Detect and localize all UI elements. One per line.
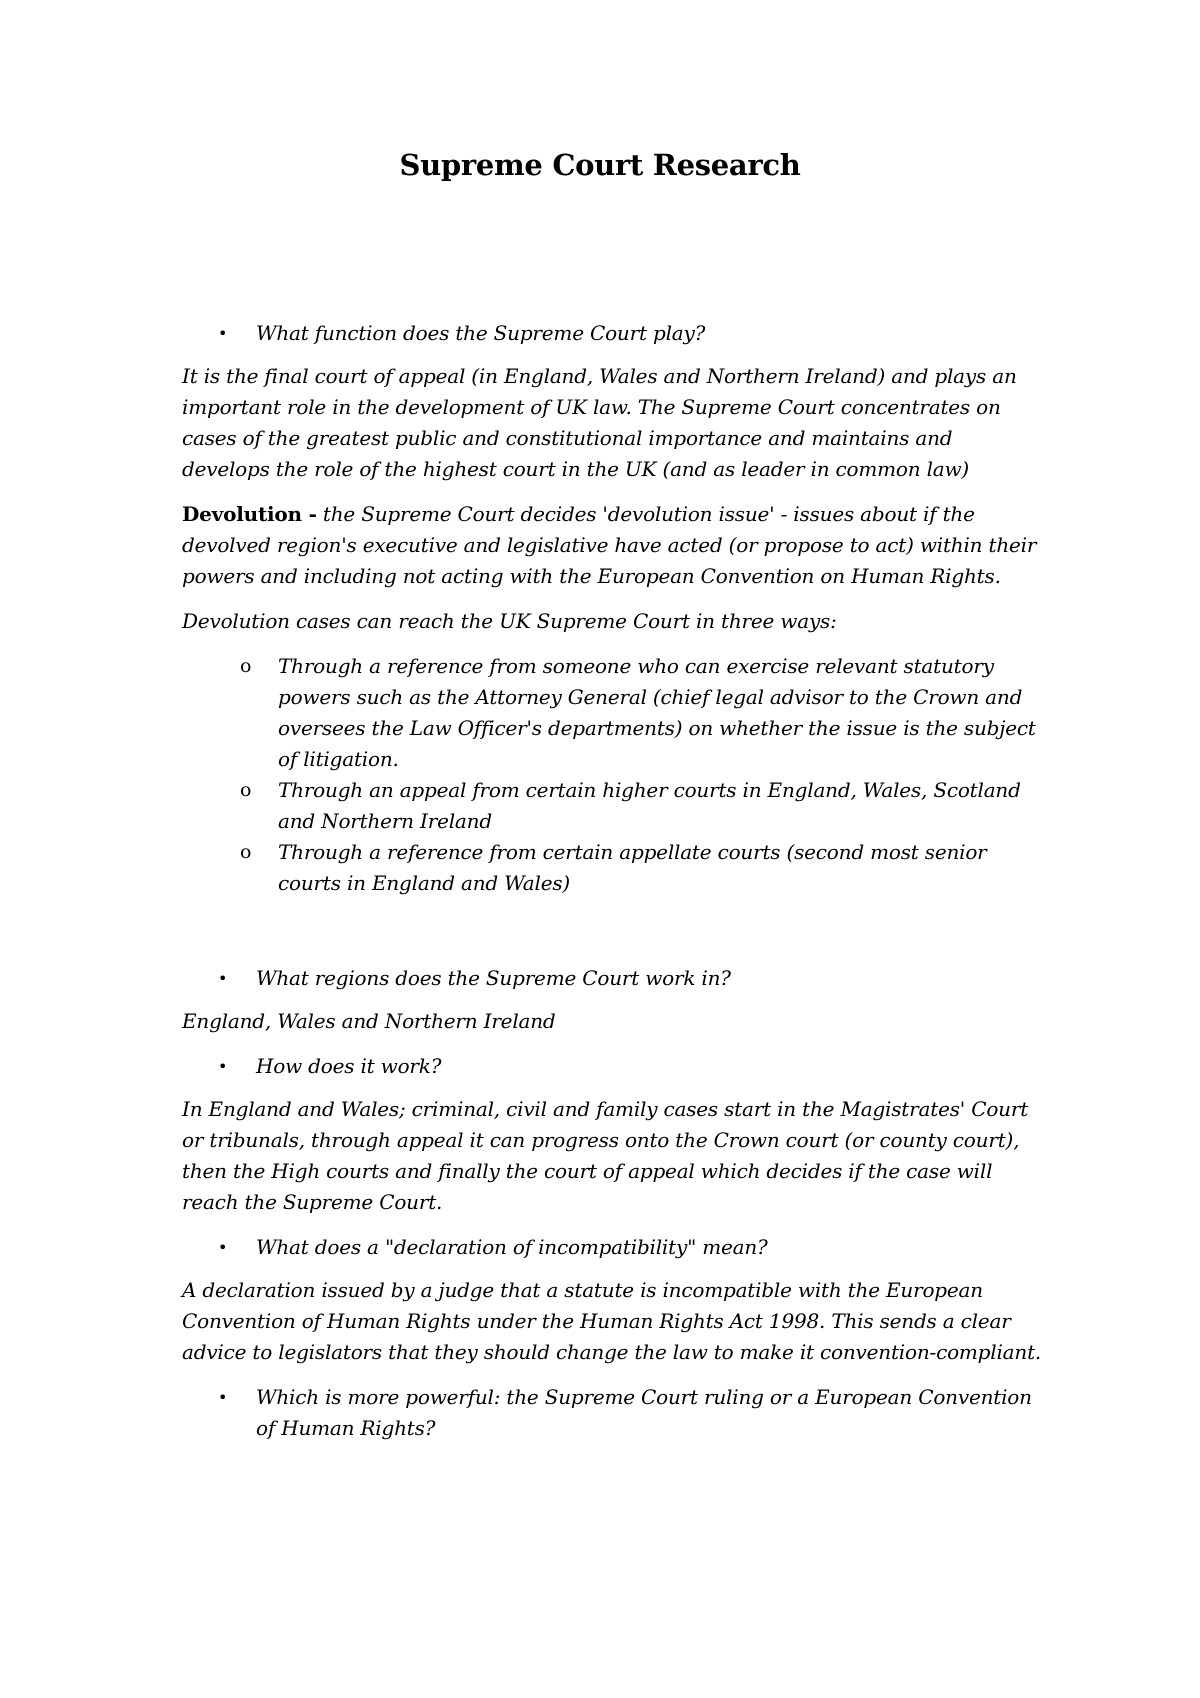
document-title: Supreme Court Research	[399, 148, 801, 182]
spacer	[182, 909, 1042, 963]
devolution-way-item	[182, 837, 1042, 899]
document-body	[182, 318, 1042, 1456]
devolution-text: the Supreme Court decides 'devolution issue' - issues about if the devolved region's executive and legislative have acted (or propose to act) within their powers and including not acting with the European Convention on Human Rights.	[182, 502, 1037, 588]
bullet-icon: •	[218, 969, 228, 988]
circle-bullet-icon: o	[240, 841, 252, 863]
devolution-way-text: Through an appeal from certain higher courts in England, Wales, Scotland and Northern Ireland	[278, 778, 1021, 833]
answer-regions: England, Wales and Northern Ireland	[182, 1009, 556, 1033]
question-regions	[182, 963, 1042, 994]
devolution-intro: Devolution cases can reach the UK Supreme Court in three ways:	[182, 609, 837, 633]
devolution-way-text: Through a reference from certain appellate courts (second most senior courts in England and Wales)	[278, 840, 987, 895]
question-text: How does it work?	[256, 1054, 442, 1078]
question-text: What does a "declaration of incompatibility" mean?	[256, 1235, 768, 1259]
answer-function: It is the final court of appeal (in England, Wales and Northern Ireland) and plays an important role in the development of UK law. The Supreme Court concentrates on cases of the greatest public and constitutional importance and maintains and develops the role of the highest court in the UK (and as leader in common law)	[182, 364, 1017, 481]
bullet-icon: •	[218, 1238, 228, 1257]
devolution-way-item	[182, 651, 1042, 775]
question-how-it-works	[182, 1051, 1042, 1082]
question-text: What regions does the Supreme Court work in?	[256, 966, 731, 990]
bullet-icon: •	[218, 1388, 228, 1407]
circle-bullet-icon: o	[240, 779, 252, 801]
question-more-powerful	[182, 1382, 1042, 1444]
question-function	[182, 318, 1042, 349]
devolution-way-text: Through a reference from someone who can exercise relevant statutory powers such as the Attorney General (chief legal advisor to the Crown and oversees the Law Officer's departments) on whether the issue is the subject of litigation.	[278, 654, 1036, 771]
answer-declaration: A declaration issued by a judge that a statute is incompatible with the European Convention of Human Rights under the Human Rights Act 1998. This sends a clear advice to legislators that they should change the law to make it convention-compliant.	[182, 1278, 1042, 1364]
devolution-paragraph	[182, 499, 1042, 592]
bullet-icon: •	[218, 1057, 228, 1076]
circle-bullet-icon: o	[240, 655, 252, 677]
question-text: Which is more powerful: the Supreme Court ruling or a European Convention of Human Rights?	[256, 1385, 1032, 1440]
devolution-label: Devolution -	[182, 502, 317, 526]
devolution-way-item	[182, 775, 1042, 837]
devolution-ways-list	[182, 651, 1042, 899]
bullet-icon: •	[218, 324, 228, 343]
answer-how-it-works: In England and Wales; criminal, civil and family cases start in the Magistrates' Court or tribunals, through appeal it can progress onto the Crown court (or county court), then the High courts and finally the court of appeal which decides if the case will reach the Supreme Court.	[182, 1097, 1029, 1214]
question-text: What function does the Supreme Court play?	[256, 321, 706, 345]
question-declaration	[182, 1232, 1042, 1263]
